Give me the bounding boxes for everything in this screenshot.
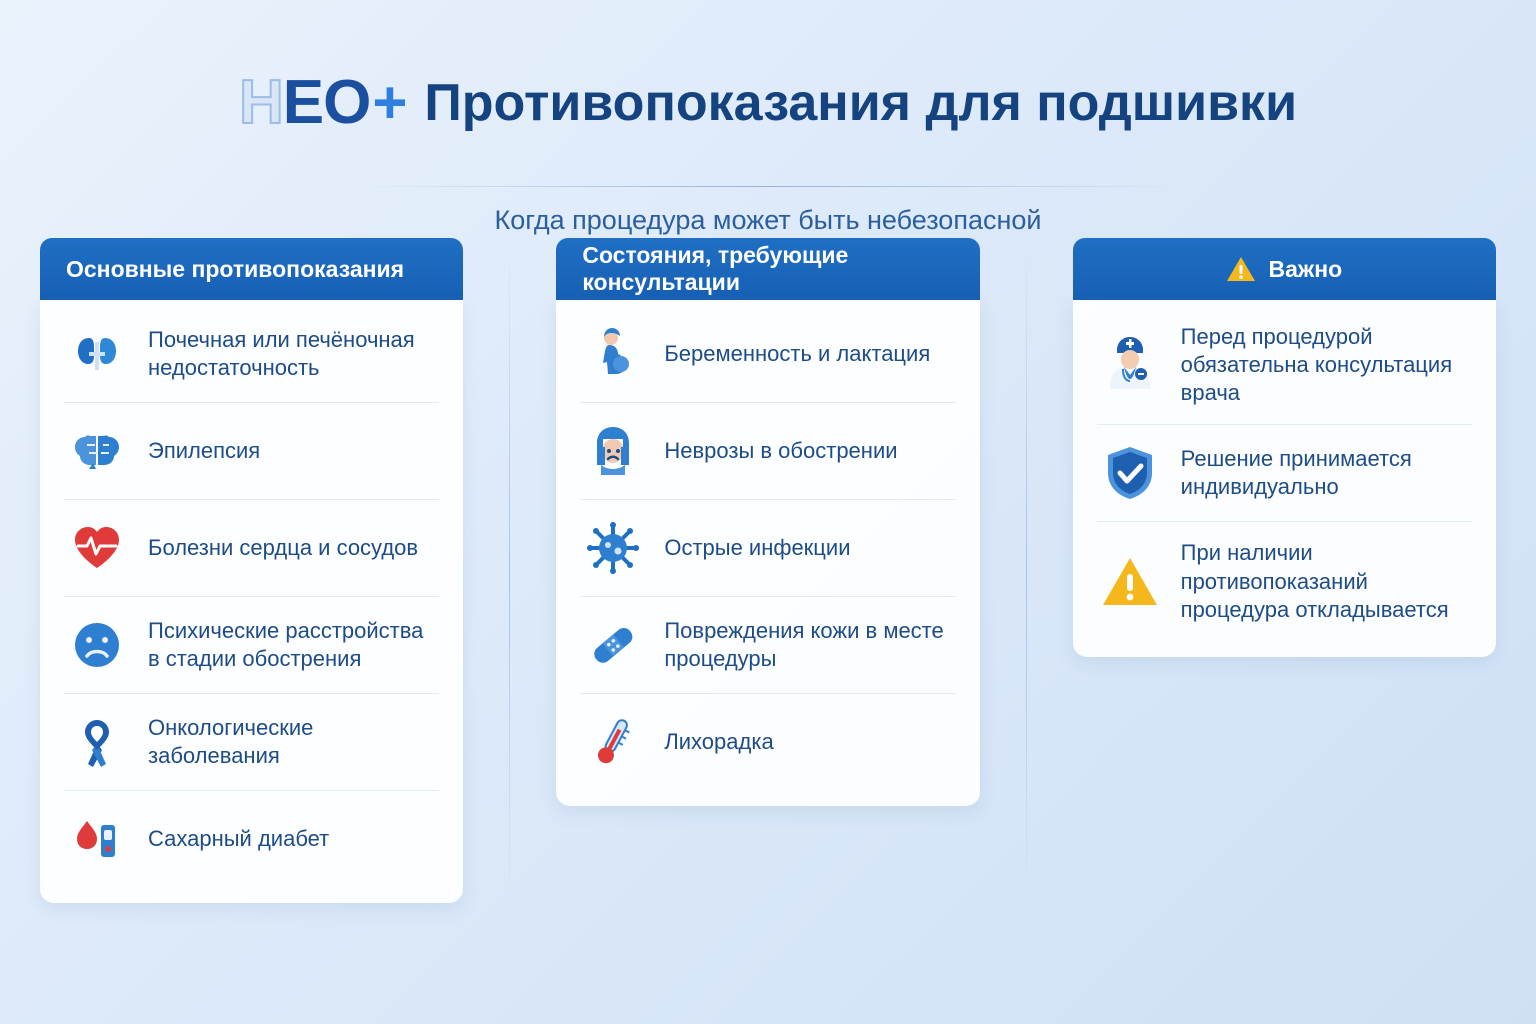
- virus-icon: [582, 517, 644, 579]
- list-item-label: Неврозы в обострении: [664, 437, 898, 463]
- list-item: [64, 403, 439, 500]
- list-item-label: Почечная или печёночная недостаточность: [148, 326, 415, 380]
- list-item: [64, 597, 439, 694]
- blood-glucose-icon: [66, 808, 128, 870]
- bandage-icon: [582, 614, 644, 676]
- heart-pulse-icon: [66, 517, 128, 579]
- column-body-main: [40, 300, 463, 903]
- list-item-label: Беременность и лактация: [664, 340, 931, 366]
- column-main-contraindications: [40, 238, 463, 903]
- list-item-label: Решение принимается индивидуально: [1180, 446, 1412, 500]
- list-item: [1097, 522, 1472, 640]
- page-subtitle: Когда процедура может быть небезопасной: [494, 204, 1042, 235]
- sad-face-icon: [66, 614, 128, 676]
- column-separator-1: [509, 238, 510, 903]
- list-item-label: Психические расстройства в стадии обострения: [148, 617, 424, 671]
- list-item-label: При наличии противопоказаний процедура откладывается: [1180, 540, 1449, 622]
- column-header-important: [1073, 238, 1496, 300]
- column-title-important: Важно: [1268, 255, 1343, 282]
- list-item: [580, 306, 955, 403]
- list-item-label: Онкологические заболевания: [148, 714, 314, 768]
- awareness-ribbon-icon: [66, 711, 128, 773]
- page-title: Противопоказания для подшивки: [424, 73, 1298, 132]
- thermometer-icon: [582, 711, 644, 773]
- column-separator-2: [1026, 238, 1027, 903]
- list-item: [580, 500, 955, 597]
- column-body-important: [1073, 300, 1496, 657]
- column-header-consultation: [556, 238, 979, 300]
- column-important: [1073, 238, 1496, 657]
- doctor-icon: [1099, 334, 1161, 396]
- list-item-label: Эпилепсия: [148, 437, 261, 463]
- header-divider: [358, 186, 1178, 187]
- list-item-label: Болезни сердца и сосудов: [148, 534, 419, 560]
- title-row: [0, 42, 1536, 164]
- list-item-label: Острые инфекции: [664, 534, 851, 560]
- list-item: [1097, 425, 1472, 522]
- warning-triangle-icon: [1099, 551, 1161, 613]
- anxious-person-icon: [582, 420, 644, 482]
- shield-check-icon: [1099, 442, 1161, 504]
- column-title-consultation: Состояния, требующие консультации: [582, 242, 849, 295]
- list-item: [64, 791, 439, 887]
- logo-letters-eo: ЕО: [282, 67, 371, 137]
- warning-triangle-icon: [1226, 255, 1256, 283]
- brain-icon: [66, 420, 128, 482]
- column-body-consultation: [556, 300, 979, 806]
- logo-letter-n: Н: [238, 67, 283, 137]
- list-item: [64, 694, 439, 791]
- list-item: [64, 500, 439, 597]
- logo-plus-icon: +: [372, 68, 407, 136]
- list-item: [1097, 306, 1472, 425]
- header: [0, 0, 1536, 236]
- list-item-label: Повреждения кожи в месте процедуры: [664, 617, 944, 671]
- column-consultation-required: [556, 238, 979, 806]
- pregnant-woman-icon: [582, 323, 644, 385]
- list-item: [580, 694, 955, 790]
- list-item: [580, 403, 955, 500]
- column-header-main: [40, 238, 463, 300]
- brand-logo: [238, 67, 407, 137]
- list-item-label: Сахарный диабет: [148, 825, 330, 851]
- list-item: [64, 306, 439, 403]
- kidneys-icon: [66, 323, 128, 385]
- column-title-main: Основные противопоказания: [66, 255, 405, 282]
- list-item-label: Перед процедурой обязательна консультация врача: [1180, 324, 1453, 406]
- columns-container: [40, 238, 1496, 903]
- list-item-label: Лихорадка: [664, 728, 774, 754]
- list-item: [580, 597, 955, 694]
